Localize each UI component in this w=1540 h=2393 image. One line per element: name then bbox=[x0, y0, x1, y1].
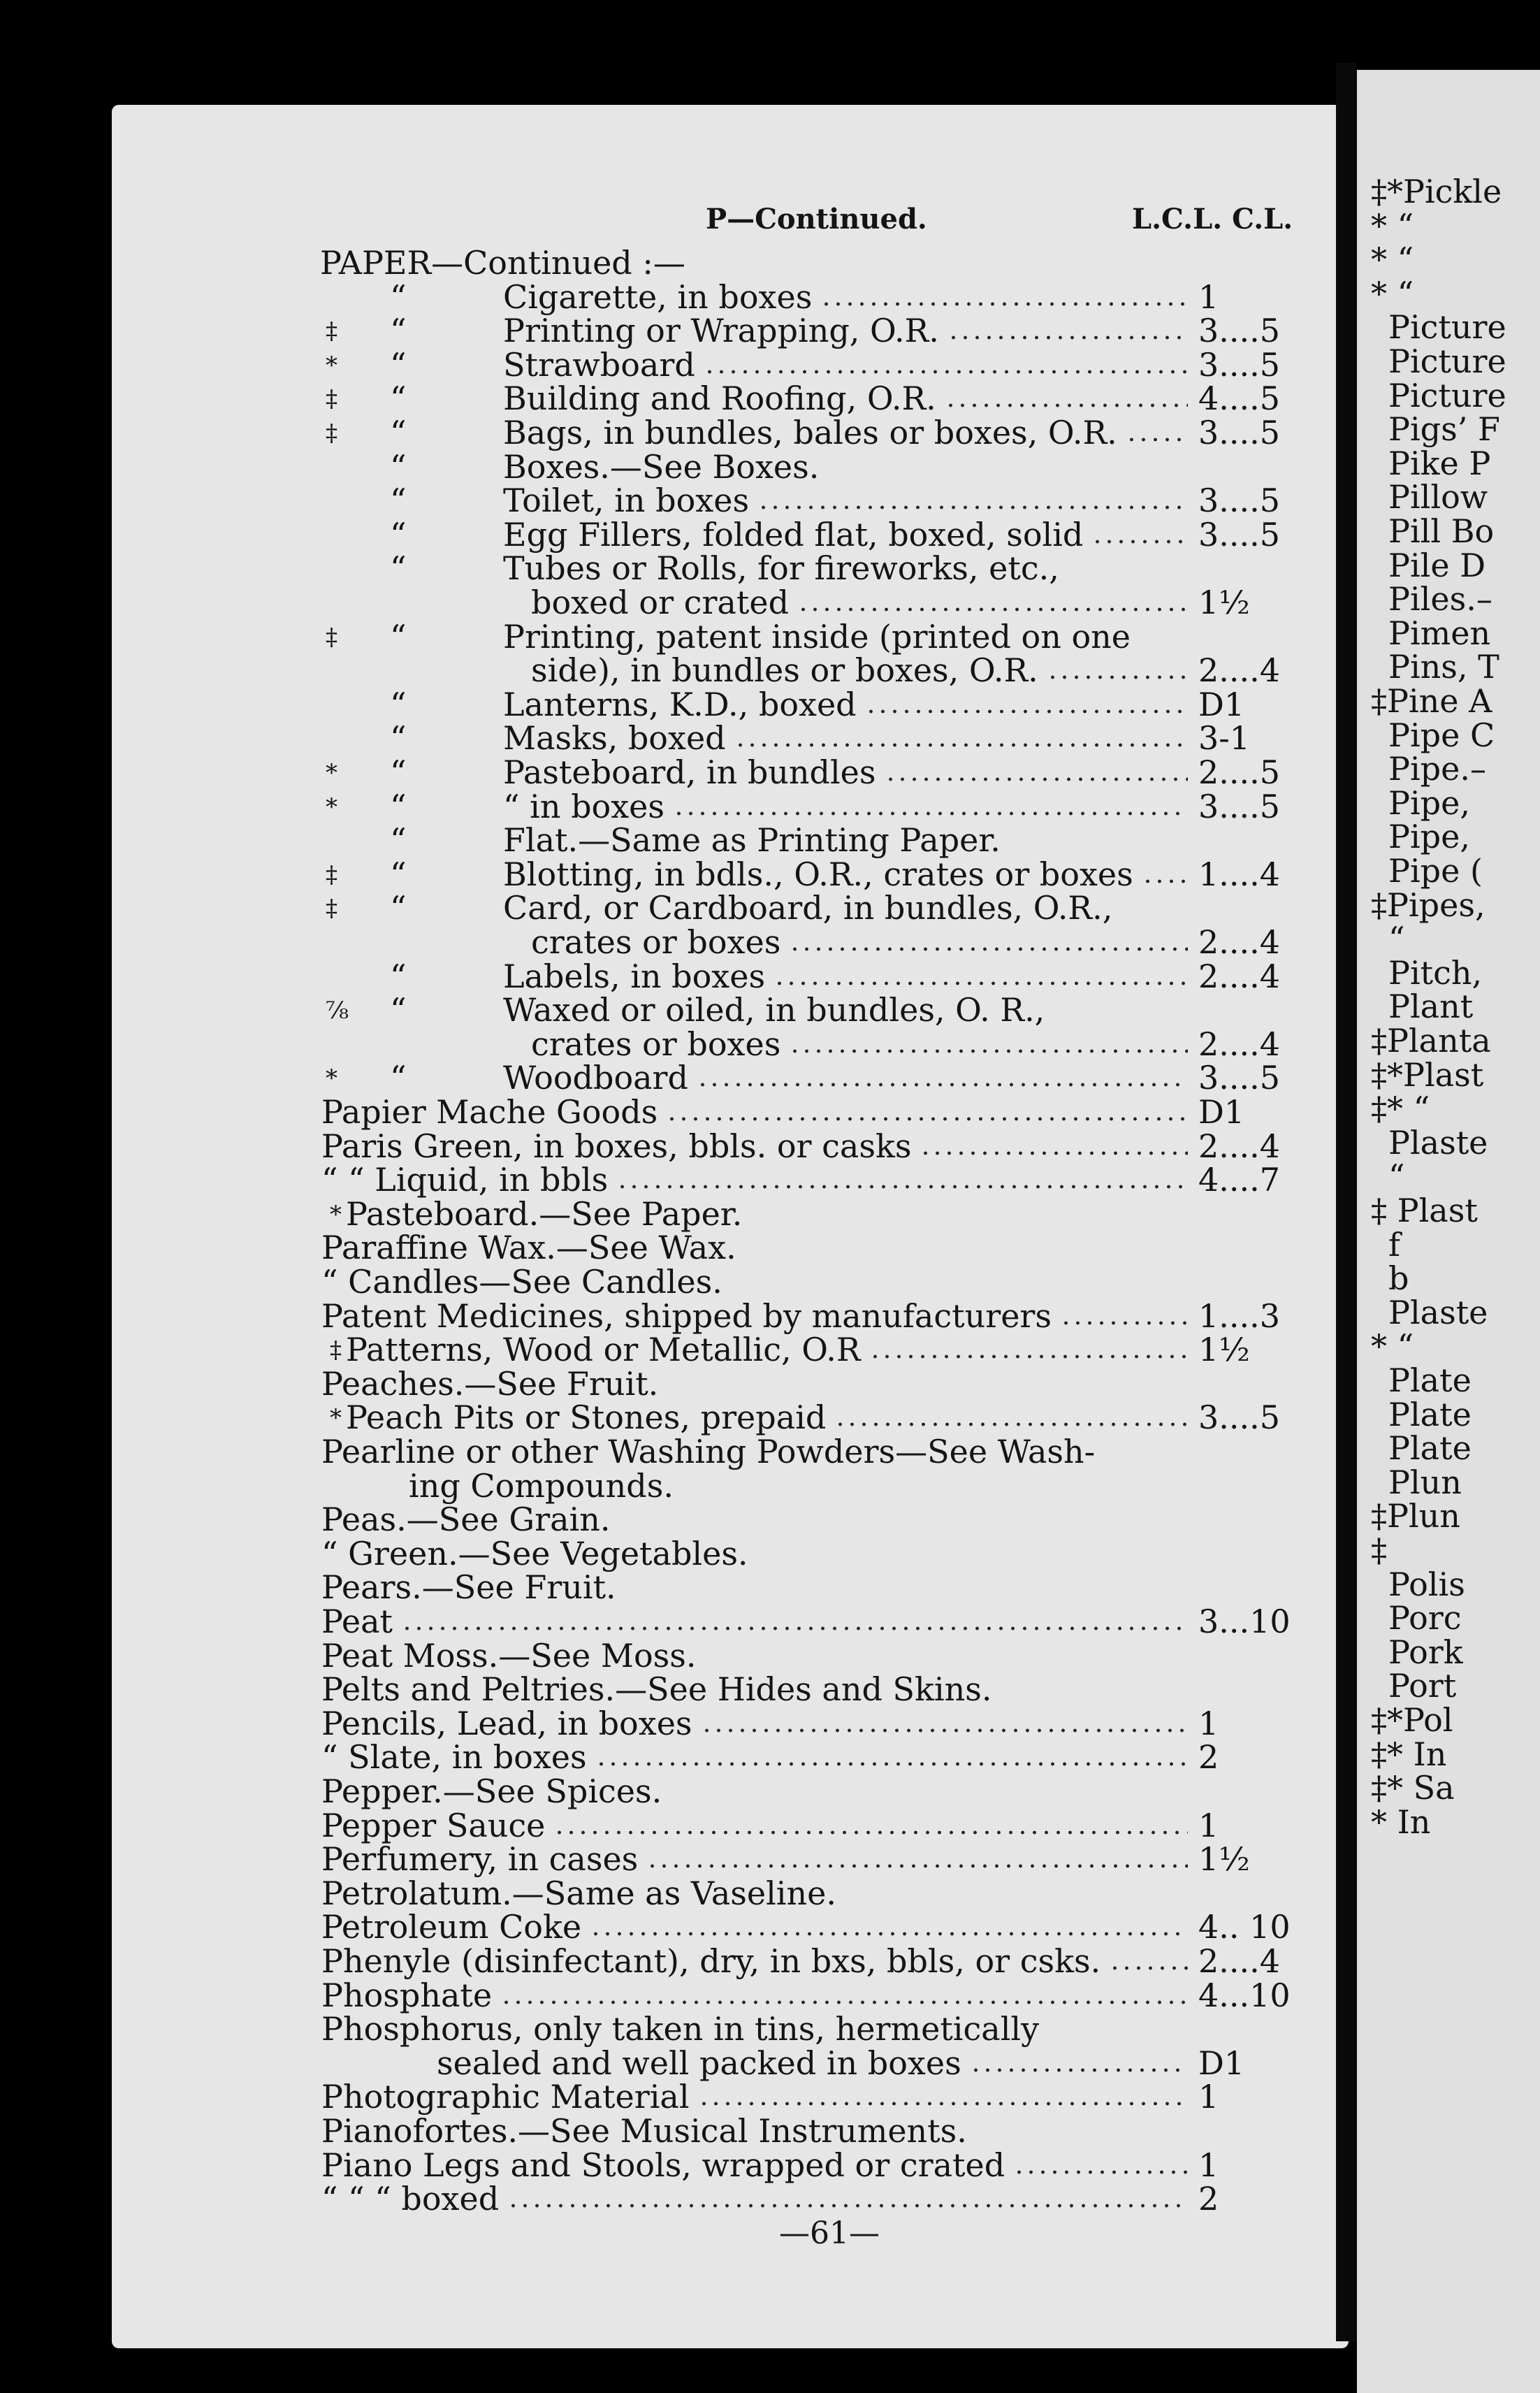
leader-dots bbox=[1013, 2169, 1188, 2175]
tariff-entry bbox=[0, 2012, 1328, 2046]
entry-text: Peat bbox=[321, 1603, 393, 1640]
book-spine bbox=[1336, 63, 1357, 2341]
facing-page-entry: Pillow bbox=[1388, 478, 1488, 516]
leader-dots bbox=[947, 335, 1188, 340]
entry-text: Paris Green, in boxes, bbls. or casks bbox=[321, 1127, 912, 1165]
facing-page-entry: Pipe.– bbox=[1388, 750, 1486, 788]
ditto-mark: “ bbox=[390, 719, 407, 758]
rate-value: D1 bbox=[1198, 1093, 1245, 1131]
tariff-entry bbox=[0, 925, 1328, 959]
classification-mark: ‡ bbox=[326, 317, 337, 346]
tariff-entry bbox=[0, 821, 1328, 860]
ditto-mark: “ bbox=[390, 312, 407, 350]
tariff-entry bbox=[0, 2078, 1328, 2116]
leader-dots bbox=[820, 301, 1188, 307]
ditto-mark: “ bbox=[390, 345, 407, 384]
tariff-entry bbox=[0, 1774, 1328, 1808]
rate-value: 1....3 bbox=[1198, 1296, 1281, 1335]
rate-value: 3....5 bbox=[1198, 1398, 1281, 1437]
rate-value: 2....4 bbox=[1198, 1025, 1281, 1063]
entry-text: Perfumery, in cases bbox=[321, 1840, 639, 1879]
tariff-entry bbox=[0, 277, 1328, 316]
ditto-mark: “ bbox=[390, 991, 407, 1029]
facing-page-entry: ‡* In bbox=[1371, 1735, 1447, 1773]
rate-value: 1 bbox=[1198, 277, 1219, 316]
tariff-entry bbox=[0, 1027, 1328, 1061]
facing-page-entry: Pitch, bbox=[1388, 953, 1483, 992]
facing-page-entry: Plate bbox=[1388, 1429, 1472, 1468]
entry-text: “ “ Liquid, in bbls bbox=[321, 1161, 609, 1199]
rate-value: 2....5 bbox=[1198, 753, 1281, 791]
tariff-entry bbox=[0, 1704, 1328, 1742]
tariff-entry bbox=[0, 1265, 1328, 1299]
rate-value: 4....7 bbox=[1198, 1161, 1281, 1199]
rate-value: 1½ bbox=[1198, 1331, 1250, 1369]
entry-text: crates or boxes bbox=[531, 923, 781, 961]
facing-page-entry: Picture bbox=[1388, 308, 1506, 347]
tariff-entry bbox=[0, 2148, 1328, 2182]
facing-page-entry: b bbox=[1388, 1259, 1409, 1298]
facing-page-entry: Plate bbox=[1388, 1395, 1472, 1433]
tariff-entry bbox=[0, 1636, 1328, 1675]
rate-value: 1 bbox=[1198, 2146, 1219, 2184]
tariff-entry bbox=[0, 1976, 1328, 2014]
tariff-entry bbox=[0, 651, 1328, 690]
entry-text: Phosphate bbox=[321, 1976, 493, 2014]
entry-text: Cigarette, in boxes bbox=[503, 277, 813, 316]
facing-page-entry: ‡Planta bbox=[1371, 1022, 1491, 1060]
rate-value: 4....5 bbox=[1198, 379, 1281, 418]
tariff-entry bbox=[0, 1161, 1328, 1199]
facing-page-entry: Pipe C bbox=[1388, 716, 1495, 754]
facing-page-entry: Pipe, bbox=[1388, 783, 1470, 822]
entry-text: boxed or crated bbox=[531, 584, 790, 621]
facing-page-entry: Pipe ( bbox=[1388, 852, 1483, 890]
entry-text: Petrolatum.—Same as Vaseline. bbox=[321, 1874, 836, 1912]
entry-text: “ Slate, in boxes bbox=[321, 1738, 587, 1777]
leader-dots bbox=[1047, 674, 1188, 680]
leader-dots bbox=[401, 1626, 1188, 1631]
classification-mark: * bbox=[326, 759, 337, 787]
entry-text: Paraffine Wax.—See Wax. bbox=[321, 1229, 736, 1267]
rate-value: 2 bbox=[1198, 1738, 1219, 1777]
tariff-entry bbox=[0, 482, 1328, 520]
classification-mark: ‡ bbox=[326, 623, 337, 651]
entry-text: Card, or Cardboard, in bundles, O.R., bbox=[503, 889, 1113, 927]
tariff-entry bbox=[0, 447, 1328, 486]
tariff-entry bbox=[0, 2046, 1328, 2080]
tariff-entry bbox=[0, 1605, 1328, 1638]
ditto-mark: “ bbox=[390, 889, 407, 927]
leader-dots bbox=[734, 742, 1188, 748]
tariff-entry bbox=[0, 1331, 1328, 1369]
leader-dots bbox=[797, 607, 1188, 612]
rate-value: 2....4 bbox=[1198, 957, 1281, 995]
tariff-entry bbox=[0, 1435, 1328, 1468]
rate-value: 1½ bbox=[1198, 1840, 1250, 1879]
tariff-entry bbox=[0, 617, 1328, 656]
facing-page-entry: ‡Pipes, bbox=[1371, 885, 1485, 924]
rate-value: 3....5 bbox=[1198, 515, 1281, 554]
tariff-entry bbox=[0, 993, 1328, 1027]
ditto-mark: “ bbox=[390, 515, 407, 554]
tariff-entry bbox=[0, 312, 1328, 350]
rate-value: 3....5 bbox=[1198, 1059, 1281, 1097]
entry-text: Pasteboard, in bundles bbox=[503, 753, 876, 791]
leader-dots bbox=[789, 946, 1188, 952]
leader-dots bbox=[869, 1354, 1188, 1359]
tariff-entry bbox=[0, 1194, 1328, 1233]
leader-dots bbox=[773, 981, 1188, 986]
rate-value: 1 bbox=[1198, 1806, 1219, 1844]
facing-page-entry: Pill Bo bbox=[1388, 512, 1495, 550]
ditto-mark: “ bbox=[390, 549, 407, 588]
ditto-mark: “ bbox=[390, 685, 407, 723]
facing-page-entry: ‡ Plast bbox=[1371, 1192, 1478, 1229]
classification-mark: ‡ bbox=[330, 1336, 342, 1365]
tariff-entry bbox=[0, 855, 1328, 893]
rate-value: 2....4 bbox=[1198, 1127, 1281, 1165]
facing-page-entry: * “ bbox=[1371, 240, 1414, 279]
tariff-entry bbox=[0, 1501, 1328, 1539]
facing-page-entry: * “ bbox=[1371, 274, 1414, 312]
facing-page-entry: Picture bbox=[1388, 342, 1506, 380]
facing-page-entry: Pipe, bbox=[1388, 818, 1470, 856]
tariff-entry bbox=[0, 685, 1328, 723]
tariff-entry bbox=[0, 1364, 1328, 1403]
rate-value: 1....4 bbox=[1198, 855, 1281, 893]
facing-page-entry: Porc bbox=[1388, 1599, 1462, 1637]
entry-text: ing Compounds. bbox=[409, 1466, 674, 1505]
facing-page bbox=[1357, 70, 1540, 2393]
classification-mark: ‡ bbox=[326, 895, 337, 923]
ditto-mark: “ bbox=[390, 447, 407, 486]
entry-text: side), in bundles or boxes, O.R. bbox=[531, 651, 1038, 690]
entry-text: Peat Moss.—See Moss. bbox=[321, 1636, 697, 1675]
tariff-entry bbox=[0, 891, 1328, 925]
entry-text: Pasteboard.—See Paper. bbox=[346, 1194, 743, 1233]
ditto-mark: “ bbox=[390, 821, 407, 860]
rate-value: 1 bbox=[1198, 2078, 1219, 2116]
entry-text: Pepper Sauce bbox=[321, 1806, 546, 1844]
tariff-entry bbox=[0, 345, 1328, 384]
rate-value: 3....5 bbox=[1198, 482, 1281, 520]
leader-dots bbox=[1142, 879, 1188, 884]
entry-text: Pepper.—See Spices. bbox=[321, 1772, 662, 1810]
tariff-entry bbox=[0, 1398, 1328, 1437]
entry-text: Toilet, in boxes bbox=[503, 482, 750, 520]
leader-dots bbox=[698, 2101, 1188, 2106]
facing-page-entry: Plant bbox=[1388, 988, 1474, 1026]
entry-text: “ in boxes bbox=[503, 787, 665, 825]
entry-text: Waxed or oiled, in bundles, O. R., bbox=[503, 991, 1045, 1029]
tariff-entry bbox=[0, 1738, 1328, 1777]
entry-text: Blotting, in bdls., O.R., crates or boxes bbox=[503, 855, 1133, 893]
tariff-entry bbox=[0, 787, 1328, 825]
ditto-mark: “ bbox=[390, 957, 407, 995]
entry-text: Pelts and Peltries.—See Hides and Skins. bbox=[321, 1670, 992, 1709]
facing-page-entry: ‡*Pol bbox=[1371, 1701, 1453, 1739]
leader-dots bbox=[616, 1184, 1188, 1190]
tariff-entry bbox=[0, 2180, 1328, 2218]
facing-page-entry: ‡ bbox=[1371, 1531, 1387, 1569]
tariff-entry bbox=[0, 1806, 1328, 1844]
tariff-entry bbox=[0, 1059, 1328, 1097]
entry-text: Patent Medicines, shipped by manufacturers bbox=[321, 1296, 1052, 1335]
facing-page-entry: ‡* Sa bbox=[1371, 1769, 1455, 1807]
rate-value: D1 bbox=[1198, 685, 1245, 723]
tariff-entry bbox=[0, 1534, 1328, 1573]
entry-text: Boxes.—See Boxes. bbox=[503, 447, 820, 486]
leader-dots bbox=[789, 1048, 1188, 1054]
entry-text: “ Green.—See Vegetables. bbox=[321, 1534, 748, 1573]
entry-text: Peas.—See Grain. bbox=[321, 1501, 611, 1539]
tariff-entry bbox=[0, 246, 1328, 280]
entry-text: Pears.—See Fruit. bbox=[321, 1568, 616, 1607]
facing-page-entry: ‡Pine A bbox=[1371, 682, 1492, 720]
ditto-mark: “ bbox=[390, 482, 407, 520]
leader-dots bbox=[1091, 539, 1188, 544]
tariff-entry bbox=[0, 586, 1328, 619]
facing-page-entry: f bbox=[1388, 1225, 1401, 1264]
tariff-entry bbox=[0, 549, 1328, 588]
tariff-entry bbox=[0, 1466, 1328, 1505]
leader-dots bbox=[507, 2203, 1188, 2208]
rate-value: 2 bbox=[1198, 2180, 1219, 2218]
facing-page-entry: Picture bbox=[1388, 376, 1506, 414]
facing-page-entry: Pins, T bbox=[1388, 648, 1499, 686]
facing-page-entry: Plaste bbox=[1388, 1123, 1488, 1162]
entry-text: Bags, in bundles, bales or boxes, O.R. bbox=[503, 414, 1117, 451]
ditto-mark: “ bbox=[390, 277, 407, 316]
entry-text: Phosphorus, only taken in tins, hermetically bbox=[321, 2010, 1040, 2048]
entry-text: Printing or Wrapping, O.R. bbox=[503, 312, 939, 350]
tariff-entry bbox=[0, 1874, 1328, 1912]
rate-value: 2....4 bbox=[1198, 923, 1281, 961]
facing-page-entry: Plun bbox=[1388, 1463, 1462, 1501]
tariff-entry bbox=[0, 2114, 1328, 2148]
rate-value: 3...10 bbox=[1198, 1603, 1291, 1640]
tariff-entry bbox=[0, 1670, 1328, 1709]
entry-text: Pencils, Lead, in boxes bbox=[321, 1704, 692, 1742]
entry-text: Phenyle (disinfectant), dry, in bxs, bbls, or csks. bbox=[321, 1942, 1101, 1980]
ditto-mark: “ bbox=[390, 1059, 407, 1097]
facing-page-entry: * In bbox=[1371, 1802, 1431, 1841]
classification-mark: * bbox=[330, 1200, 342, 1229]
rate-value: 2....4 bbox=[1198, 651, 1281, 690]
rate-value: 1 bbox=[1198, 1704, 1219, 1742]
leader-dots bbox=[1109, 1965, 1188, 1971]
rate-value: 3....5 bbox=[1198, 787, 1281, 825]
facing-page-entry: ‡*Pickle bbox=[1371, 173, 1502, 210]
facing-page-entry: Plaste bbox=[1388, 1293, 1488, 1331]
ditto-mark: “ bbox=[390, 855, 407, 893]
classification-mark: * bbox=[326, 1064, 337, 1093]
section-header: P—Continued. bbox=[706, 203, 927, 236]
facing-page-entry: * “ bbox=[1371, 206, 1414, 245]
facing-page-entry: Pigs’ F bbox=[1388, 410, 1500, 449]
leader-dots bbox=[646, 1863, 1188, 1869]
facing-page-entry: Plate bbox=[1388, 1361, 1472, 1399]
entry-text: Pianofortes.—See Musical Instruments. bbox=[321, 2112, 967, 2150]
leader-dots bbox=[885, 776, 1188, 782]
facing-page-entry: “ bbox=[1388, 1157, 1405, 1196]
rate-value: 1½ bbox=[1198, 584, 1250, 621]
rate-value: 3....5 bbox=[1198, 312, 1281, 350]
entry-text: “ “ “ boxed bbox=[321, 2180, 500, 2218]
facing-page-entry: * “ bbox=[1371, 1327, 1414, 1366]
leader-dots bbox=[590, 1931, 1188, 1937]
entry-text: Printing, patent inside (printed on one bbox=[503, 617, 1131, 656]
entry-text: Masks, boxed bbox=[503, 719, 726, 758]
entry-text: crates or boxes bbox=[531, 1025, 781, 1063]
entry-text: Flat.—Same as Printing Paper. bbox=[503, 821, 1001, 860]
entry-text: Photographic Material bbox=[321, 2078, 690, 2116]
tariff-entry bbox=[0, 515, 1328, 554]
entry-text: Tubes or Rolls, for fireworks, etc., bbox=[503, 549, 1059, 588]
entry-text: Peach Pits or Stones, prepaid bbox=[346, 1398, 827, 1437]
tariff-entry bbox=[0, 957, 1328, 995]
leader-dots bbox=[697, 1082, 1188, 1087]
classification-mark: ‡ bbox=[326, 860, 337, 889]
ditto-mark: “ bbox=[390, 414, 407, 451]
leader-dots bbox=[834, 1422, 1188, 1427]
rate-value: 3-1 bbox=[1198, 719, 1251, 758]
rate-value: 2....4 bbox=[1198, 1942, 1281, 1980]
leader-dots bbox=[1126, 437, 1188, 442]
rate-columns-header: L.C.L. C.L. bbox=[1132, 203, 1293, 236]
tariff-entry bbox=[0, 1840, 1328, 1879]
facing-page-entry: Piles.– bbox=[1388, 580, 1492, 619]
entry-text: Piano Legs and Stools, wrapped or crated bbox=[321, 2146, 1005, 2184]
classification-mark: ‡ bbox=[326, 385, 337, 414]
classification-mark: * bbox=[330, 1404, 342, 1433]
classification-mark: ‡ bbox=[326, 419, 337, 447]
tariff-entry bbox=[0, 753, 1328, 791]
leader-dots bbox=[920, 1150, 1188, 1156]
ditto-mark: “ bbox=[390, 379, 407, 418]
leader-dots bbox=[666, 1116, 1188, 1122]
tariff-entry bbox=[0, 1229, 1328, 1267]
leader-dots bbox=[757, 505, 1188, 510]
ditto-mark: “ bbox=[390, 753, 407, 791]
tariff-entry bbox=[0, 416, 1328, 449]
tariff-entry bbox=[0, 719, 1328, 758]
entry-text: “ Candles—See Candles. bbox=[321, 1263, 722, 1301]
ditto-mark: “ bbox=[390, 787, 407, 825]
facing-page-entry: Pike P bbox=[1388, 444, 1491, 482]
facing-page-entry: Polis bbox=[1388, 1565, 1465, 1603]
leader-dots bbox=[500, 2000, 1188, 2005]
entry-text: Petroleum Coke bbox=[321, 1908, 582, 1946]
tariff-entry bbox=[0, 1944, 1328, 1978]
entry-text: Patterns, Wood or Metallic, O.R bbox=[346, 1331, 861, 1369]
entry-text: PAPER—Continued :— bbox=[320, 244, 685, 282]
facing-page-entry: Port bbox=[1388, 1667, 1457, 1705]
facing-page-entry: ‡* “ bbox=[1371, 1090, 1430, 1128]
rate-value: 3....5 bbox=[1198, 345, 1281, 384]
facing-page-entry: ‡*Plast bbox=[1371, 1055, 1484, 1094]
entry-text: Labels, in boxes bbox=[503, 957, 766, 995]
page-number: —61— bbox=[779, 2215, 880, 2251]
tariff-entry bbox=[0, 1129, 1328, 1163]
entry-text: Peaches.—See Fruit. bbox=[321, 1364, 659, 1403]
entry-text: Papier Mache Goods bbox=[321, 1093, 658, 1131]
classification-mark: * bbox=[326, 351, 337, 379]
entry-text: sealed and well packed in boxes bbox=[437, 2044, 961, 2082]
classification-mark: * bbox=[326, 793, 337, 821]
rate-value: 4...10 bbox=[1198, 1976, 1291, 2014]
rate-value: D1 bbox=[1198, 2044, 1245, 2082]
facing-page-entry: Pork bbox=[1388, 1633, 1463, 1671]
rate-value: 4.. 10 bbox=[1198, 1908, 1291, 1946]
entry-text: Egg Fillers, folded flat, boxed, solid bbox=[503, 515, 1084, 554]
classification-mark: ⅞ bbox=[326, 997, 349, 1025]
leader-dots bbox=[1060, 1320, 1188, 1326]
facing-page-entry: ‡Plun bbox=[1371, 1497, 1460, 1535]
tariff-entry bbox=[0, 1296, 1328, 1335]
tariff-entry bbox=[0, 1568, 1328, 1607]
leader-dots bbox=[595, 1761, 1188, 1767]
leader-dots bbox=[704, 369, 1188, 375]
entry-text: Woodboard bbox=[503, 1059, 688, 1097]
leader-dots bbox=[970, 2067, 1188, 2073]
ditto-mark: “ bbox=[390, 617, 407, 656]
leader-dots bbox=[701, 1728, 1188, 1733]
facing-page-entry: Pile D bbox=[1388, 546, 1486, 584]
entry-text: Building and Roofing, O.R. bbox=[503, 379, 936, 418]
leader-dots bbox=[865, 709, 1188, 714]
facing-page-entry: Pimen bbox=[1388, 614, 1491, 652]
facing-page-entry: “ bbox=[1388, 920, 1405, 958]
tariff-entry bbox=[0, 1095, 1328, 1129]
leader-dots bbox=[553, 1830, 1188, 1835]
rate-value: 3....5 bbox=[1198, 414, 1281, 451]
tariff-entry bbox=[0, 379, 1328, 418]
leader-dots bbox=[673, 811, 1188, 816]
entry-text: Lanterns, K.D., boxed bbox=[503, 685, 857, 723]
tariff-entry bbox=[0, 1910, 1328, 1944]
entry-text: Pearline or other Washing Powders—See Wash- bbox=[321, 1433, 1096, 1470]
entry-text: Strawboard bbox=[503, 345, 695, 384]
leader-dots bbox=[945, 403, 1188, 408]
